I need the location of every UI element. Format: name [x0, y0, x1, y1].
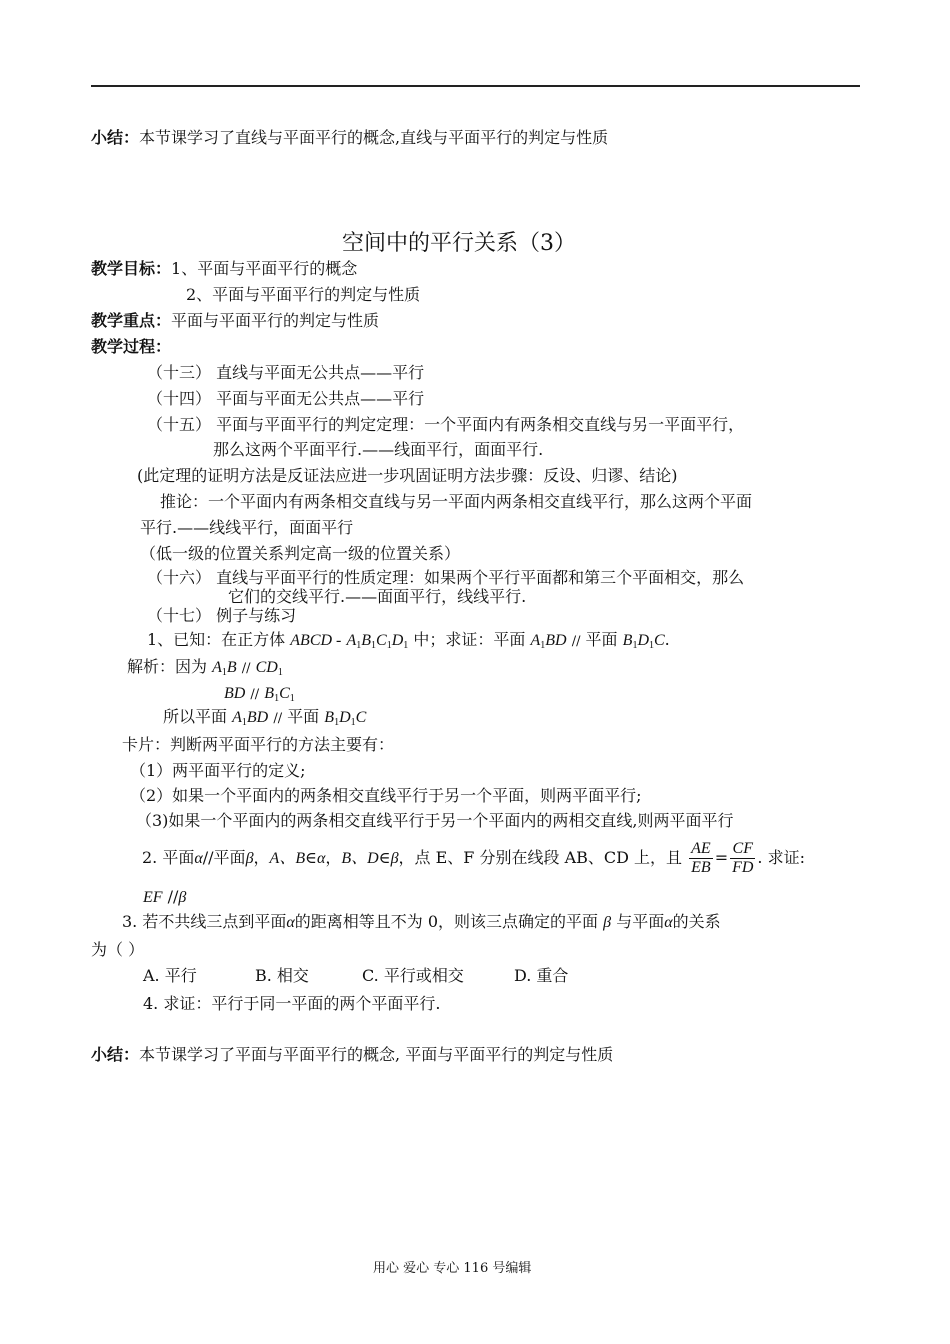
process-label: 教学过程： — [91, 337, 172, 356]
summary-1 — [91, 128, 608, 148]
item-15-line1: （十五） 平面与平面平行的判定定理：一个平面内有两条相交直线与另一平面平行， — [147, 415, 745, 434]
example-3-line2: 为（ ） — [91, 940, 145, 959]
goal-1: 1、平面与平面平行的概念 — [171, 259, 358, 278]
level-note: （低一级的位置关系判定高一级的位置关系） — [140, 544, 461, 563]
summary-2-text: 本节课学习了平面与平面平行的概念, 平面与平面平行的判定与性质 — [139, 1045, 614, 1064]
option-d: D. 重合 — [514, 966, 569, 985]
summary-text: 本节课学习了直线与平面平行的概念,直线与平面平行的判定与性质 — [139, 128, 609, 147]
example-1: 1、已知：在正方体 ABCD - $A_1B_1C_1D_1$ 中；求证：平面 $A_1BD$ // 平面 $B_1D_1C$. — [147, 630, 670, 651]
fraction-ae-eb: $\frac{AE}{EB}$ — [691, 840, 711, 876]
item-16-line1: （十六） 直线与平面平行的性质定理：如果两个平行平面都和第三个平面相交，那么 — [147, 568, 745, 587]
card-method-1: （1）两平面平行的定义; — [130, 761, 306, 780]
summary-2-label: 小结： — [91, 1045, 140, 1064]
teaching-focus — [91, 311, 379, 331]
item-13: （十三） 直线与平面无公共点——平行 — [147, 363, 425, 382]
teaching-goals — [91, 259, 357, 279]
summary-label: 小结： — [91, 128, 140, 147]
corollary-line2: 平行.——线线平行，面面平行 — [140, 518, 354, 537]
item-17: （十七） 例子与练习 — [147, 606, 297, 625]
analysis-conclusion: 所以平面 $A_1BD$ // 平面 $B_1D_1C$ — [163, 707, 367, 728]
option-a: A. 平行 — [143, 966, 197, 985]
item-14: （十四） 平面与平面无公共点——平行 — [147, 389, 425, 408]
page-footer: 用心 爱心 专心 116 号编辑 — [373, 1261, 532, 1276]
analysis-line2: BD // $B_1C_1$ — [224, 685, 295, 704]
focus-text: 平面与平面平行的判定与性质 — [171, 311, 380, 330]
example-2-goal: EF //β — [143, 887, 187, 906]
summary-2 — [91, 1045, 613, 1065]
fraction-cf-fd: $\frac{CF}{FD}$ — [732, 840, 754, 876]
card-method-3: （3)如果一个平面内的两条相交直线平行于另一个平面内的两相交直线,则两平面平行 — [136, 811, 734, 830]
item-16-line2: 它们的交线平行.——面面平行，线线平行. — [228, 587, 527, 606]
lesson-title: 空间中的平行关系（3） — [342, 231, 576, 256]
focus-label: 教学重点： — [91, 311, 172, 330]
goals-label: 教学目标： — [91, 259, 172, 278]
goal-2: 2、平面与平面平行的判定与性质 — [186, 285, 421, 304]
analysis-line1: 解析：因为 $A_1B // CD_1$ — [127, 657, 283, 678]
example-3-line1: 3. 若不共线三点到平面α的距离相等且不为 0，则该三点确定的平面 β 与平面α的关系 — [122, 912, 721, 931]
option-c: C. 平行或相交 — [362, 966, 464, 985]
proof-note: (此定理的证明方法是反证法应进一步巩固证明方法步骤：反设、归谬、结论) — [137, 466, 678, 485]
corollary-line1: 推论：一个平面内有两条相交直线与另一平面内两条相交直线平行，那么这两个平面 — [160, 492, 753, 511]
option-b: B. 相交 — [255, 966, 309, 985]
header-rule — [91, 85, 860, 87]
card-title: 卡片：判断两平面平行的方法主要有： — [122, 735, 395, 754]
example-4: 4. 求证：平行于同一平面的两个平面平行. — [143, 994, 441, 1013]
example-2: 2. 平面α//平面β，A、B∈α，B、D∈β，点 E、F 分别在线段 AB、CD 上，且 $\frac{AE}{EB}$ = $\frac{CF}{FD}$ . 求证: — [142, 840, 805, 876]
card-method-2: （2）如果一个平面内的两条相交直线平行于另一个平面，则两平面平行; — [130, 786, 642, 805]
item-15-line2: 那么这两个平面平行.——线面平行，面面平行. — [213, 440, 544, 459]
